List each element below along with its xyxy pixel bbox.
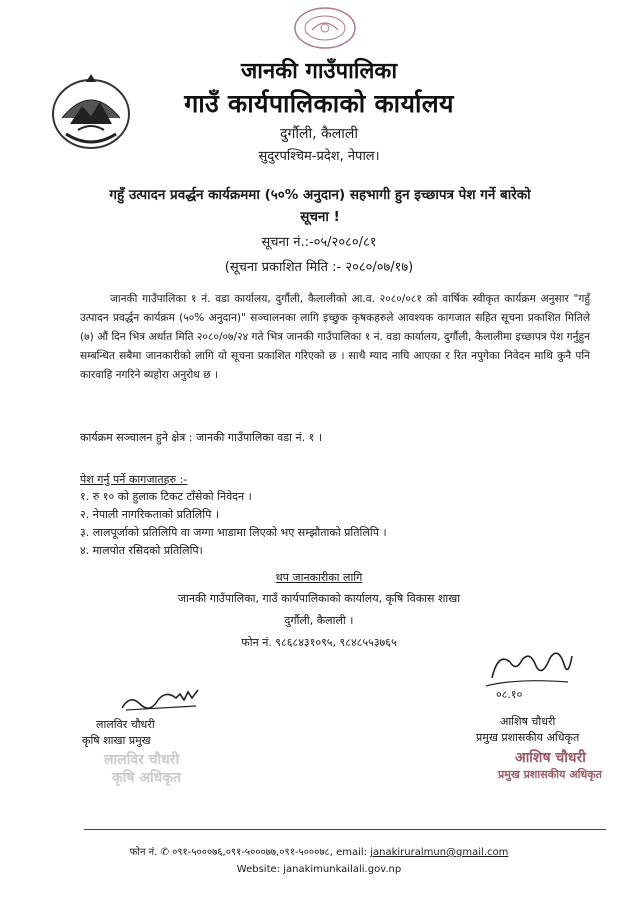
published-date: (सूचना प्रकाशित मिति :- २०८०/०७/१७)	[224, 260, 414, 275]
right-signer-title: प्रमुख प्रशासकीय अधिकृत	[476, 731, 580, 744]
right-stamp-name: आशिष चौधरी	[515, 750, 586, 766]
right-signature	[478, 648, 578, 702]
left-stamp-title: कृषि अधिकृत	[112, 770, 182, 786]
contact-phone: फोन नं. ९८६८४३१०९५, ९८४८५५३७६५	[241, 636, 397, 649]
province-address: सुदुरपश्चिम-प्रदेश, नेपाल।	[258, 149, 380, 164]
notice-body	[80, 290, 590, 385]
office-address: दुर्गौली, कैलाली	[280, 126, 358, 142]
left-stamp-name: लालविर चौधरी	[104, 752, 180, 768]
office-title: गाउँ कार्यपालिकाको कार्यालय	[184, 89, 454, 118]
footer-contact	[0, 844, 638, 858]
footer-phone: फोन नं. ✆ ०९१-५०००७६,०९१-५०००७७,०९१-५०००७८, email:	[129, 847, 368, 858]
right-stamp-title: प्रमुख प्रशासकीय अधिकृत	[498, 768, 602, 781]
notice-subject-label: सूचना !	[300, 209, 340, 225]
contact-address: दुर्गौली, कैलाली ।	[284, 614, 354, 627]
footer-divider	[84, 829, 606, 830]
right-signer-name: आशिष चौधरी	[500, 715, 556, 728]
left-signature	[120, 686, 200, 714]
documents-title: पेश गर्नु पर्ने कागजातहरु :-	[80, 473, 188, 486]
program-area: कार्यक्रम सञ्चालन हुने क्षेत्र : जानकी गाउँपालिका वडा नं. १ ।	[80, 431, 322, 444]
document-item: १. रु १० को हुलाक टिकट टाँसेको निवेदन ।	[80, 490, 252, 503]
footer-website[interactable]: Website: janakimunkailali.gov.np	[236, 864, 402, 875]
office-seal	[290, 4, 360, 50]
signature-date: ०८.१०	[496, 688, 523, 701]
contact-office: जानकी गाउँपालिका, गाउँ कार्यपालिकाको कार्यालय, कृषि विकास शाखा	[177, 592, 461, 605]
notice-number: सूचना नं.:-०५/२०८०/८१	[261, 235, 377, 250]
left-signer-title: कृषि शाखा प्रमुख	[82, 734, 151, 747]
left-signer-name: लालविर चौधरी	[96, 718, 155, 731]
notice-body-text: जानकी गाउँपालिका १ नं. वडा कार्यालय, दुर्गौली, कैलालीको आ.व. २०८०/०८१ को वार्षिक स्वीकृत कार्यक्रम अनुसार "गहुँ उत्पादन प्रवर्द्धन कार्यक्रम (५०% अनुदान)" सञ्चालनका लागि इच्छुक कृषकहरुले आवश्यक कागजात सहित सूचना प्रकाशित मितिले (७) औं दिन भित्र अर्थात मिति २०८०/०७/२४ गते भित्र जानकी गाउँपालिका १ नं. वडा कार्यालय, दुर्गौली, कैलालीमा इच्छापत्र पेश गर्नुहुन सम्बन्धित सबैमा जानकारीको लागि यो सूचना प्रकाशित गरिएको छ । साथै म्याद नाघि आएका र रित नपुगेका निवेदन माथि कुनै पनि कारवाहि नगरिने ब्यहोरा अनुरोध छ ।	[80, 293, 590, 381]
more-info-title: थप जानकारीका लागि	[275, 571, 363, 584]
notice-subject: गहुँ उत्पादन प्रवर्द्धन कार्यक्रममा (५०% अनुदान) सहभागी हुन इच्छापत्र पेश गर्ने बारेको	[109, 187, 531, 203]
document-item: ३. लालपूर्जाको प्रतिलिपि वा जग्गा भाडामा लिएको भए सम्झौताको प्रतिलिपि ।	[80, 526, 387, 539]
document-item: ४. मालपोत रसिदको प्रतिलिपि।	[80, 544, 203, 557]
municipality-title: जानकी गाउँपालिका	[240, 59, 398, 84]
footer-email-link[interactable]: janakiruralmun@gmail.com	[370, 847, 509, 858]
document-item: २. नेपाली नागरिकताको प्रतिलिपि ।	[80, 508, 220, 521]
